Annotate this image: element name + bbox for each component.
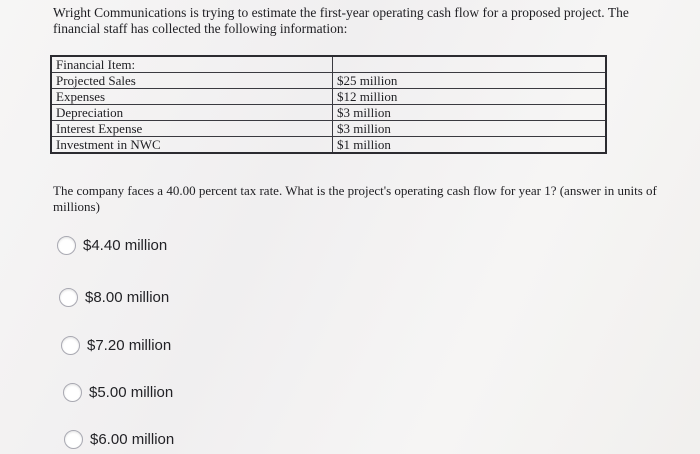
answer-option-3[interactable]: [61, 336, 171, 355]
financial-table: [50, 55, 607, 154]
table-value: $1 million: [333, 137, 606, 154]
question-intro: Wright Communications is trying to estimate the first-year operating cash flow for a proposed project. The financial staff has collected the following information:: [53, 5, 629, 36]
answer-option-label: $4.40 million: [83, 237, 168, 254]
radio-button-icon[interactable]: [63, 383, 82, 402]
table-header-value: [333, 56, 606, 73]
table-row: [51, 137, 606, 154]
radio-button-icon[interactable]: [64, 430, 83, 449]
table-row: [51, 73, 606, 89]
table-value: $3 million: [333, 121, 606, 137]
table-item: Depreciation: [51, 105, 333, 121]
table-item: Projected Sales: [51, 73, 333, 89]
question-prompt: The company faces a 40.00 percent tax rate. What is the project's operating cash flow for year 1? (answer in units of millions): [53, 183, 657, 214]
table-value: $3 million: [333, 105, 606, 121]
table-header-row: [51, 56, 606, 73]
answer-option-5[interactable]: [64, 430, 174, 449]
table-row: [51, 89, 606, 105]
answer-option-2[interactable]: [59, 288, 169, 307]
answer-option-4[interactable]: [63, 383, 173, 402]
radio-button-icon[interactable]: [61, 336, 80, 355]
table-item: Interest Expense: [51, 121, 333, 137]
radio-button-icon[interactable]: [57, 236, 76, 255]
table-value: $12 million: [333, 89, 606, 105]
answer-option-label: $8.00 million: [85, 289, 170, 306]
table-row: [51, 105, 606, 121]
answer-option-label: $6.00 million: [90, 431, 175, 448]
table-value: $25 million: [333, 73, 606, 89]
answer-option-label: $7.20 million: [87, 337, 172, 354]
table-header: Financial Item:: [51, 56, 333, 73]
table-item: Expenses: [51, 89, 333, 105]
table-row: [51, 121, 606, 137]
answer-option-label: $5.00 million: [89, 384, 174, 401]
radio-button-icon[interactable]: [59, 288, 78, 307]
table-item: Investment in NWC: [51, 137, 333, 154]
answer-option-1[interactable]: [57, 236, 167, 255]
